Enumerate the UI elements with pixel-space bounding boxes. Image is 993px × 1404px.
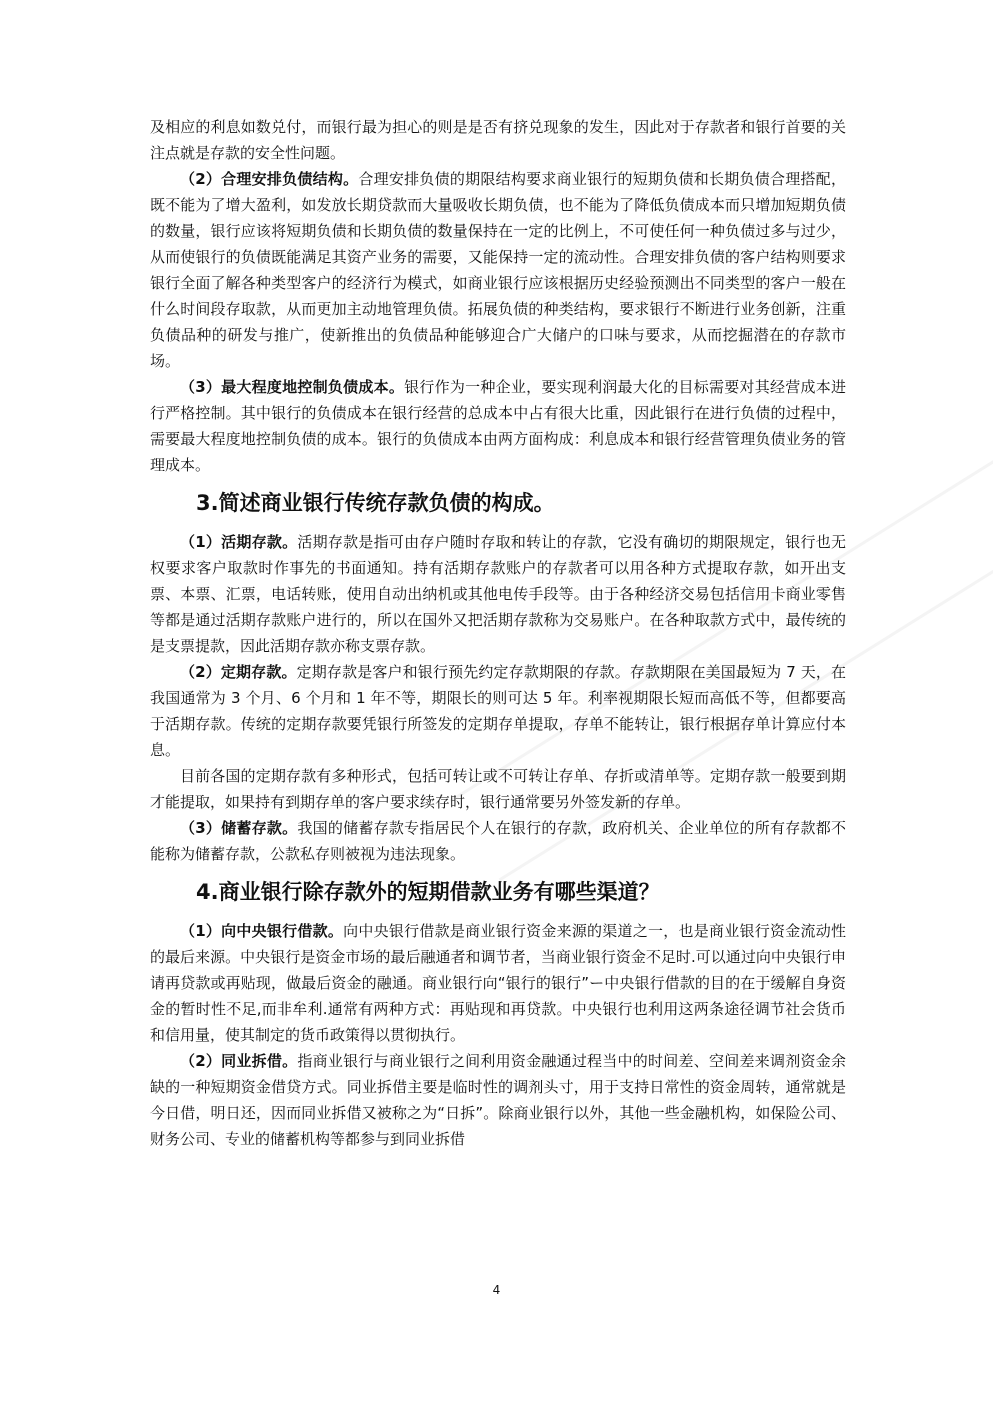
- paragraph-lead: （1）活期存款。: [180, 533, 298, 551]
- section-top: [150, 114, 846, 478]
- paragraph-text: 及相应的利息如数兑付，而银行最为担心的则是是否有挤兑现象的发生，因此对于存款者和银行首要的关注点就是存款的安全性问题。: [150, 118, 846, 162]
- section-heading: 4.商业银行除存款外的短期借款业务有哪些渠道？: [196, 880, 660, 904]
- paragraph-text: 定期存款是客户和银行预先约定存款期限的存款。存款期限在美国最短为 7 天，在我国通常为 3 个月、6 个月和 1 年不等，期限长的则可达 5 年。利率视期限长短而高低不等，但都要高于活期存款。传统的定期存款要凭银行所签发的定期存单提取，存单不能转让，银行根据存单计算应付本息。: [150, 663, 846, 759]
- paragraph-text: 我国的储蓄存款专指居民个人在银行的存款，政府机关、企业单位的所有存款都不能称为储蓄存款，公款私存则被视为违法现象。: [150, 819, 846, 863]
- paragraph: [150, 918, 846, 1048]
- section-heading: 3.简述商业银行传统存款负债的构成。: [196, 491, 555, 515]
- page-number: 4: [492, 1283, 501, 1297]
- paragraph: [150, 529, 846, 659]
- paragraph-text: 指商业银行与商业银行之间利用资金融通过程当中的时间差、空间差来调剂资金余缺的一种短期资金借贷方式。同业拆借主要是临时性的调剂头寸，用于支持日常性的资金周转，通常就是今日借，明日还，因而同业拆借又被称之为“日拆”。除商业银行以外，其他一些金融机构，如保险公司、财务公司、专业的储蓄机构等都参与到同业拆借: [150, 1052, 846, 1148]
- paragraph-lead: （3）最大程度地控制负债成本。: [180, 378, 405, 396]
- section-deposits: [150, 529, 846, 867]
- page-content: [150, 114, 846, 1152]
- paragraph-text: 合理安排负债的期限结构要求商业银行的短期负债和长期负债合理搭配，既不能为了增大盈利，如发放长期贷款而大量吸收长期负债，也不能为了降低负债成本而只增加短期负债的数量，银行应该将短期负债和长期负债的数量保持在一定的比例上，不可使任何一种负债过多与过少，从而使银行的负债既能满足其资产业务的需要，又能保持一定的流动性。合理安排负债的客户结构则要求银行全面了解各种类型客户的经济行为模式，如商业银行应该根据历史经验预测出不同类型的客户一般在什么时间段存取款，从而更加主动地管理负债。拓展负债的种类结构，要求银行不断进行业务创新，注重负债品种的研发与推广，使新推出的负债品种能够迎合广大储户的口味与要求，从而挖掘潜在的存款市场。: [150, 170, 846, 370]
- paragraph-lead: （3）储蓄存款。: [180, 819, 298, 837]
- paragraph: [150, 763, 846, 815]
- paragraph-lead: （2）合理安排负债结构。: [180, 170, 359, 188]
- section-borrowing: [150, 918, 846, 1152]
- paragraph-text: 向中央银行借款是商业银行资金来源的渠道之一，也是商业银行资金流动性的最后来源。中央银行是资金市场的最后融通者和调节者，当商业银行资金不足时.可以通过向中央银行申请再贷款或再贴现，做最后资金的融通。商业银行向“银行的银行”ー中央银行借款的目的在于缓解自身资金的暂时性不足,而非牟利.通常有两种方式：再贴现和再贷款。中央银行也利用这两条途径调节社会货币和信用量，使其制定的货币政策得以贯彻执行。: [150, 922, 846, 1044]
- paragraph-text: 活期存款是指可由存户随时存取和转让的存款，它没有确切的期限规定，银行也无权要求客户取款时作事先的书面通知。持有活期存款账户的存款者可以用各种方式提取存款，如开出支票、本票、汇票，电话转账，使用自动出纳机或其他电传手段等。由于各种经济交易包括信用卡商业零售等都是通过活期存款账户进行的，所以在国外又把活期存款称为交易账户。在各种取款方式中，最传统的是支票提款，因此活期存款亦称支票存款。: [150, 533, 846, 655]
- paragraph: [150, 166, 846, 374]
- paragraph: [150, 659, 846, 763]
- paragraph-lead: （1）向中央银行借款。: [180, 922, 344, 940]
- paragraph: [150, 1048, 846, 1152]
- paragraph-text: 银行作为一种企业，要实现利润最大化的目标需要对其经营成本进行严格控制。其中银行的负债成本在银行经营的总成本中占有很大比重，因此银行在进行负债的过程中，需要最大程度地控制负债的成本。银行的负债成本由两方面构成：利息成本和银行经营管理负债业务的管理成本。: [150, 378, 846, 474]
- paragraph-lead: （2）同业拆借。: [180, 1052, 298, 1070]
- paragraph-lead: （2）定期存款。: [180, 663, 297, 681]
- paragraph: [150, 815, 846, 867]
- paragraph: [150, 114, 846, 166]
- paragraph-text: 目前各国的定期存款有多种形式，包括可转让或不可转让存单、存折或清单等。定期存款一般要到期才能提取，如果持有到期存单的客户要求续存时，银行通常要另外签发新的存单。: [150, 767, 846, 811]
- paragraph: [150, 374, 846, 478]
